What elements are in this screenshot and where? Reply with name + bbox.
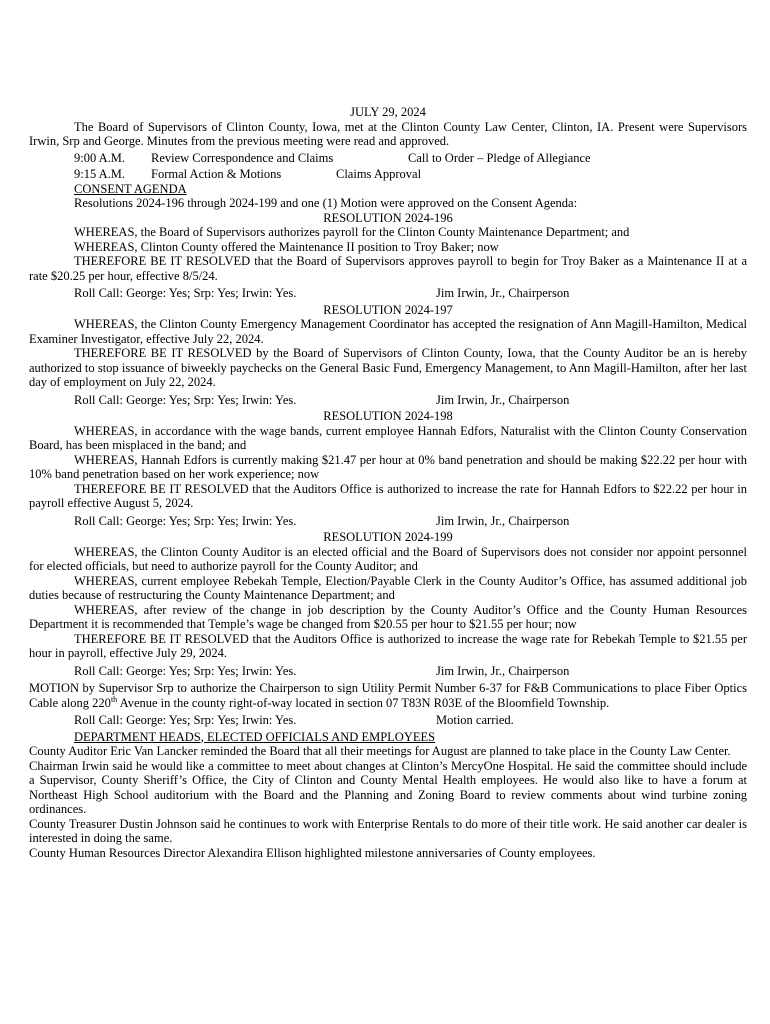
department-paragraph: County Human Resources Director Alexandira Ellison highlighted milestone anniversaries of County employees. bbox=[29, 845, 596, 860]
chairperson-signature: Jim Irwin, Jr., Chairperson bbox=[436, 513, 570, 528]
roll-call: Roll Call: George: Yes; Srp: Yes; Irwin: Yes. bbox=[74, 713, 297, 727]
schedule-time: 9:00 A.M. bbox=[74, 150, 126, 165]
resolution-paragraph: WHEREAS, the Clinton County Auditor is an elected official and the Board of Supervisors does not consider nor appoint personnel for elected officials, but need to authorize payroll for the County Auditor; and bbox=[29, 544, 747, 573]
motion-text-continued: Avenue in the county right-of-way located in section 07 T83N R03E of the Bloomfield Township. bbox=[117, 695, 610, 710]
resolution-paragraph: WHEREAS, Clinton County offered the Maintenance II position to Troy Baker; now bbox=[74, 239, 499, 254]
roll-call: Roll Call: George: Yes; Srp: Yes; Irwin: Yes. bbox=[74, 392, 297, 407]
roll-call: Roll Call: George: Yes; Srp: Yes; Irwin: Yes. bbox=[74, 513, 297, 528]
schedule-row bbox=[29, 151, 747, 166]
resolution-paragraph: THEREFORE BE IT RESOLVED that the Auditors Office is authorized to increase the wage rate for Rebekah Temple to $21.55 per hour in payroll, effective July 29, 2024. bbox=[29, 631, 747, 660]
department-paragraph: County Treasurer Dustin Johnson said he continues to work with Enterprise Rentals to do more of their title work. He said another car dealer is interested in doing the same. bbox=[29, 816, 747, 845]
schedule-time: 9:15 A.M. bbox=[74, 167, 126, 181]
minutes-document bbox=[29, 105, 747, 860]
resolution-title: RESOLUTION 2024-196 bbox=[323, 210, 453, 225]
department-paragraph: Chairman Irwin said he would like a committee to meet about changes at Clinton’s MercyOne Hospital. He said the committee should include a Supervisor, County Sheriff’s Office, the City of Clinton and County Mental Health employees. He would also like to have a forum at Northeast High School auditorium with the Board and the Planning and Zoning Board to review comments about wind turbine zoning ordinances. bbox=[29, 758, 747, 816]
resolution-paragraph: WHEREAS, the Board of Supervisors authorizes payroll for the Clinton County Maintenance Department; and bbox=[74, 225, 630, 239]
motion-text: MOTION by Supervisor Srp to authorize the Chairperson to sign Utility Permit Number 6-37 for F&B Communications to place Fiber Optics Cable along 220 bbox=[29, 681, 747, 710]
resolution-paragraph: WHEREAS, Hannah Edfors is currently making $21.47 per hour at 0% band penetration and should be making $22.22 per hour with 10% band penetration based on her work experience; now bbox=[29, 452, 747, 481]
motion-paragraph bbox=[29, 681, 747, 710]
resolution-paragraph: THEREFORE BE IT RESOLVED that the Auditors Office is authorized to increase the rate for Hannah Edfors to $22.22 per hour in payroll effective August 5, 2024. bbox=[29, 481, 747, 510]
motion-ordinal-suffix: th bbox=[110, 694, 118, 704]
roll-call-line bbox=[29, 713, 747, 728]
meeting-date: JULY 29, 2024 bbox=[350, 105, 426, 119]
schedule-item: Claims Approval bbox=[336, 167, 422, 181]
schedule-item: Formal Action & Motions bbox=[151, 167, 282, 181]
resolution-title: RESOLUTION 2024-198 bbox=[323, 409, 453, 423]
chairperson-signature: Jim Irwin, Jr., Chairperson bbox=[436, 286, 570, 300]
consent-agenda-heading: CONSENT AGENDA bbox=[74, 181, 187, 196]
roll-call-line bbox=[29, 286, 747, 301]
resolution-paragraph: THEREFORE BE IT RESOLVED that the Board of Supervisors approves payroll to begin for Troy Baker as a Maintenance II at a rate $20.25 per hour, effective 8/5/24. bbox=[29, 254, 747, 283]
chairperson-signature: Jim Irwin, Jr., Chairperson bbox=[436, 663, 570, 678]
roll-call: Roll Call: George: Yes; Srp: Yes; Irwin: Yes. bbox=[74, 286, 297, 300]
resolution-title: RESOLUTION 2024-199 bbox=[323, 530, 453, 544]
schedule-item: Call to Order – Pledge of Allegiance bbox=[408, 150, 591, 165]
resolution-paragraph: WHEREAS, in accordance with the wage bands, current employee Hannah Edfors, Naturalist with the Clinton County Conservation Board, has been misplaced in the band; and bbox=[29, 423, 747, 452]
department-heads-heading: DEPARTMENT HEADS, ELECTED OFFICIALS AND EMPLOYEES bbox=[74, 729, 436, 744]
resolution-paragraph: WHEREAS, the Clinton County Emergency Management Coordinator has accepted the resignation of Ann Magill-Hamilton, Medical Examiner Investigator, effective July 22, 2024. bbox=[29, 317, 747, 346]
chairperson-signature: Jim Irwin, Jr., Chairperson bbox=[436, 392, 570, 407]
resolution-paragraph: WHEREAS, after review of the change in job description by the County Auditor’s Office and the County Human Resources Department it is recommended that Temple’s wage be changed from $20.55 per hour to $21.55 per hour; now bbox=[29, 602, 747, 631]
roll-call: Roll Call: George: Yes; Srp: Yes; Irwin: Yes. bbox=[74, 663, 297, 678]
roll-call-line bbox=[29, 664, 747, 679]
resolution-paragraph: WHEREAS, current employee Rebekah Temple, Election/Payable Clerk in the County Auditor’s Office, has assumed additional job duties because of restructuring the County Maintenance Department; and bbox=[29, 573, 747, 602]
department-paragraph: County Auditor Eric Van Lancker reminded the Board that all their meetings for August are planned to take place in the County Law Center. bbox=[29, 744, 731, 758]
consent-agenda-intro: Resolutions 2024-196 through 2024-199 and one (1) Motion were approved on the Consent Agenda: bbox=[74, 196, 578, 210]
roll-call-line bbox=[29, 514, 747, 529]
motion-result: Motion carried. bbox=[436, 713, 514, 727]
schedule-item: Review Correspondence and Claims bbox=[151, 150, 334, 165]
roll-call-line bbox=[29, 393, 747, 408]
resolution-title: RESOLUTION 2024-197 bbox=[323, 302, 453, 317]
schedule-row bbox=[29, 167, 747, 182]
resolution-paragraph: THEREFORE BE IT RESOLVED by the Board of Supervisors of Clinton County, Iowa, that the County Auditor be an is hereby authorized to stop issuance of biweekly paychecks on the General Basic Fund, Emergency Management, to Ann Magill-Hamilton, after her last day of employment on July 22, 2024. bbox=[29, 346, 747, 389]
intro-paragraph: The Board of Supervisors of Clinton County, Iowa, met at the Clinton County Law Center, Clinton, IA. Present were Supervisors Irwin, Srp and George. Minutes from the previous meeting were read and approved. bbox=[29, 119, 747, 148]
